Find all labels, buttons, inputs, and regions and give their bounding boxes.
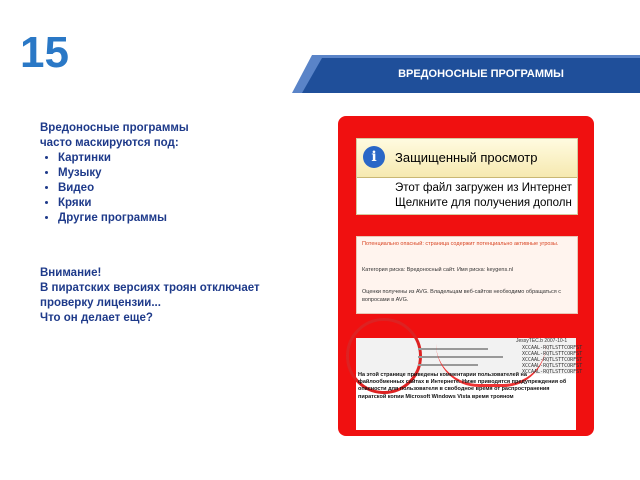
intro-line-1: Вредоносные программы bbox=[40, 122, 189, 134]
jessy-label: JessyTEC.b 2007-10-1 bbox=[516, 338, 568, 344]
warning-title: Внимание! bbox=[40, 267, 102, 279]
avg-warning-screenshot bbox=[356, 236, 578, 314]
header-bar bbox=[230, 55, 640, 93]
serial-line: XCCAAL-RQTLSTTCORFST bbox=[522, 351, 583, 357]
serial-line: XCCAAL-RQTLSTTCORFST bbox=[522, 357, 583, 363]
protected-view-line-1: Этот файл загружен из Интернет bbox=[395, 182, 572, 194]
list-item: • Видео bbox=[58, 181, 320, 196]
protected-view-screenshot bbox=[356, 138, 578, 215]
intro-block bbox=[40, 121, 320, 226]
serial-line: XCCAAL-RQTLSTTCORFST bbox=[522, 363, 583, 369]
document-scan bbox=[356, 338, 583, 375]
protected-view-bar bbox=[357, 139, 577, 178]
list-item: • Картинки bbox=[58, 151, 320, 166]
protected-view-line-2: Щелкните для получения дополн bbox=[395, 197, 572, 209]
intro-line-2: часто маскируются под: bbox=[40, 137, 179, 149]
example-image-panel bbox=[338, 116, 594, 436]
list-item: • Музыку bbox=[58, 166, 320, 181]
disguise-list bbox=[40, 151, 320, 226]
warning-block bbox=[40, 266, 310, 326]
screenshot-caption: На этой странице приведены комментарии пользователей на файлообменных сайтах в Интернете. Ниже приводятся предупреждения об опасности для пользователя в свободное время от распространения пиратской копии Microsoft Windows Vista время трояном bbox=[358, 372, 567, 400]
list-item: • Другие программы bbox=[58, 211, 320, 226]
header-title: ВРЕДОНОСНЫЕ ПРОГРАММЫ bbox=[398, 68, 564, 80]
avg-warning-text: Потенциально опасный: страница содержит потенциально активные угрозы. bbox=[362, 241, 559, 247]
warning-line-1: В пиратских версиях троян отключает bbox=[40, 282, 260, 294]
serial-line: XCCAAL-RQTLSTTCORFST bbox=[522, 369, 583, 375]
info-icon: i bbox=[363, 146, 385, 168]
list-item: • Кряки bbox=[58, 196, 320, 211]
avg-note: Оценки получены из AVG. Владельцам веб-сайтов необходимо обращаться с вопросами в AVG. bbox=[362, 289, 562, 303]
protected-view-title: Защищенный просмотр bbox=[395, 150, 538, 165]
warning-line-2: проверку лицензии... bbox=[40, 297, 161, 309]
pirate-vista-screenshot bbox=[356, 338, 583, 430]
serial-line: XCCAAL-RQTLSTTCORFST bbox=[522, 345, 583, 351]
avg-risk-category: Категория риска: Вредоносный сайт. Имя риска: keygens.nl bbox=[362, 267, 514, 273]
slide-number: 15 bbox=[20, 28, 69, 77]
warning-line-3: Что он делает еще? bbox=[40, 312, 153, 324]
